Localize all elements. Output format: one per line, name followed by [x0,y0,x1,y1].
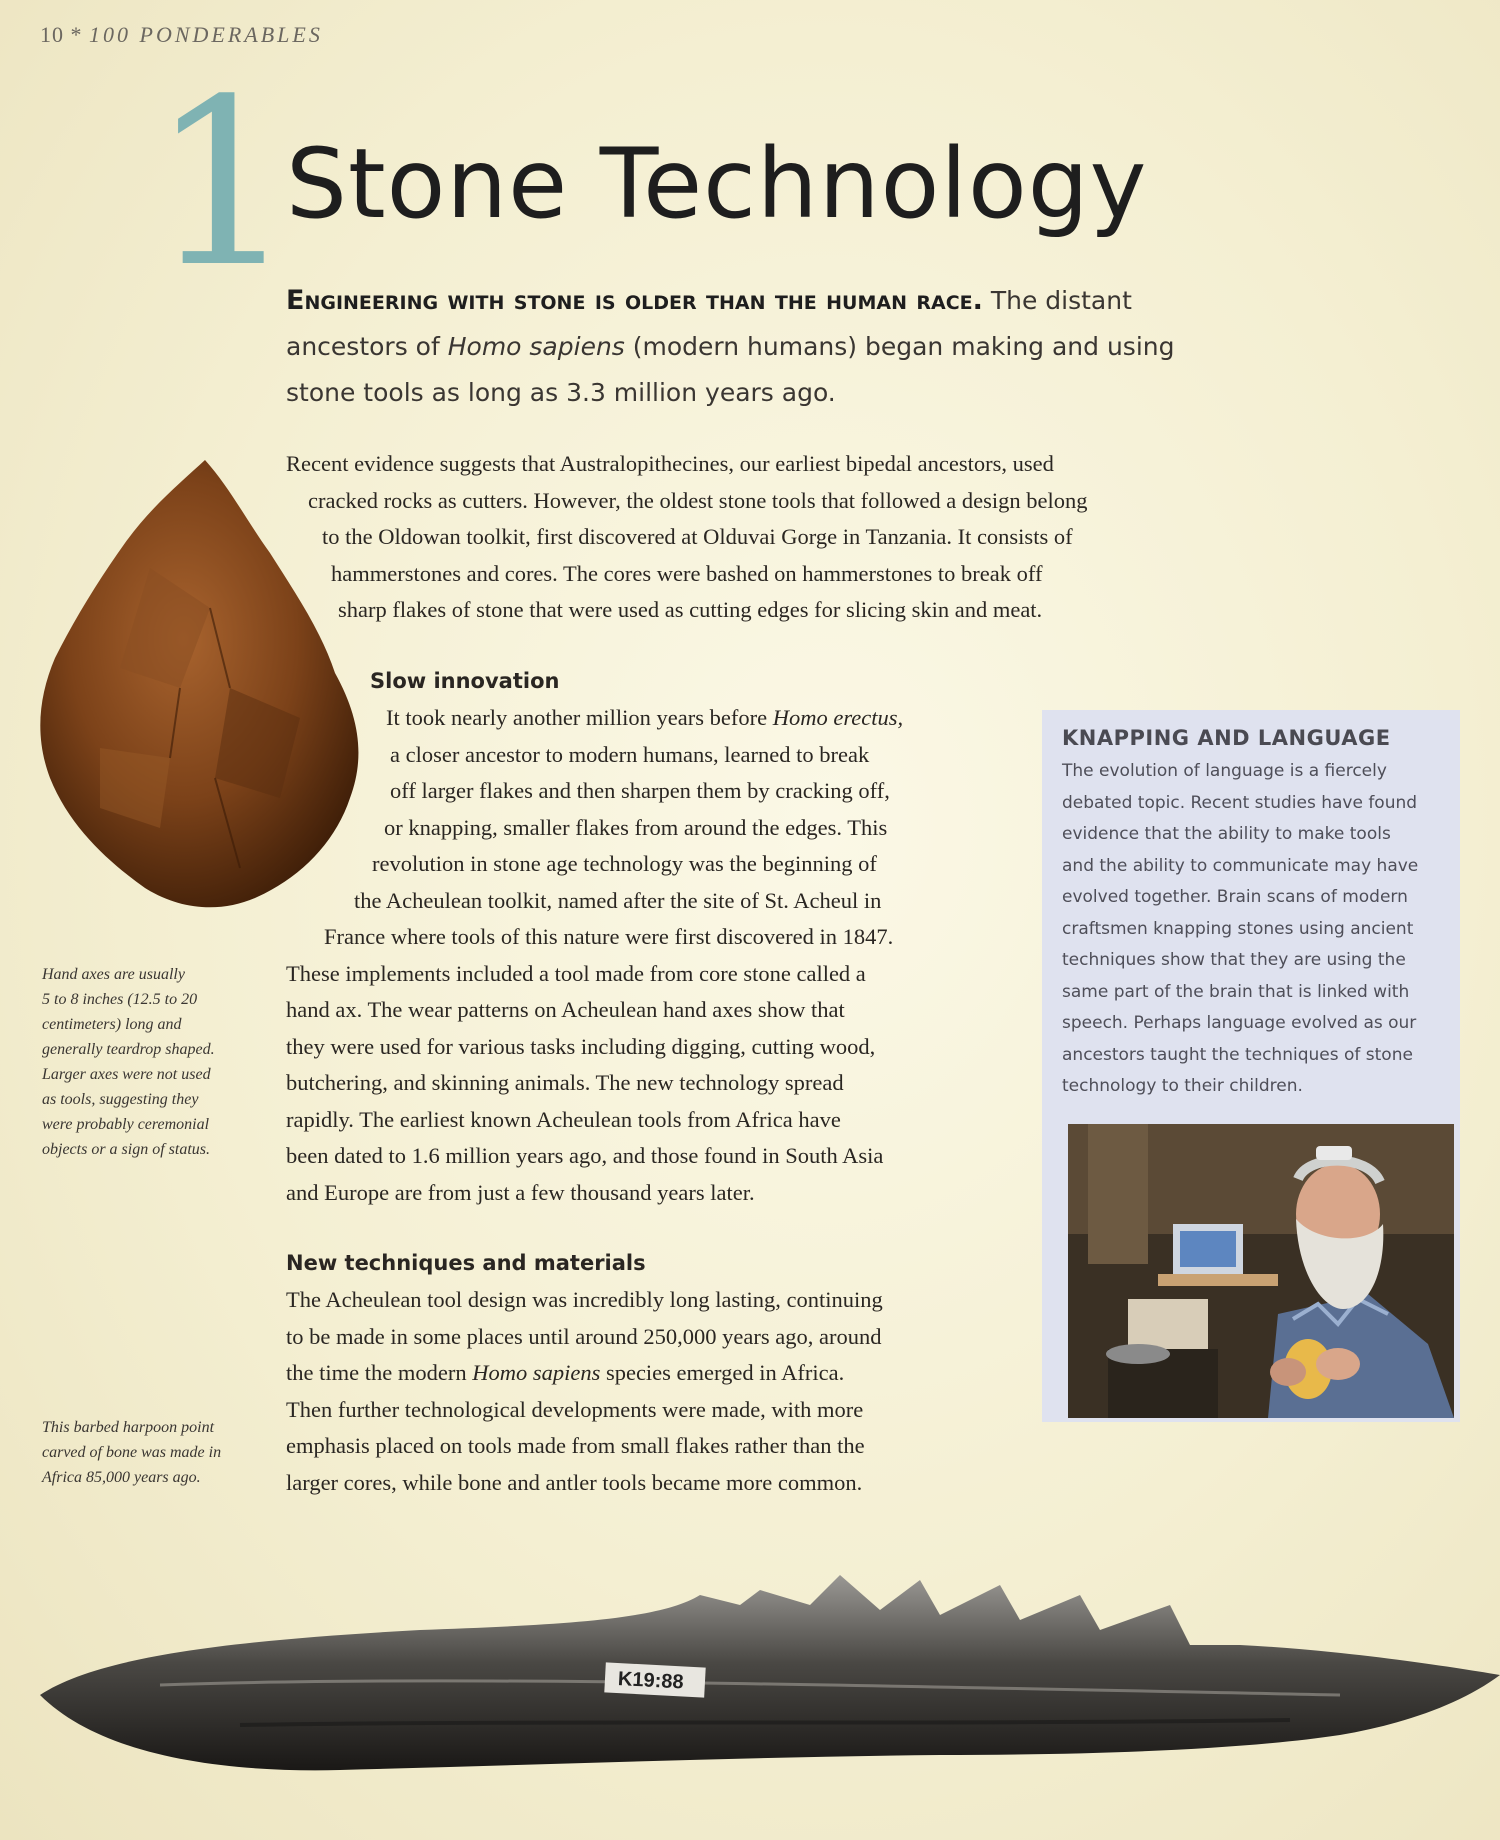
sidebar-line: evolved together. Brain scans of modern [1062,887,1408,907]
sidebar-line: same part of the brain that is linked with [1062,981,1410,1002]
italic-species: Homo erectus, [772,705,904,730]
caption-line: generally teardrop shaped. [42,1041,215,1058]
caption-line: Africa 85,000 years ago. [42,1469,201,1486]
sidebar-line: ancestors taught the techniques of stone [1062,1044,1413,1065]
paragraph-line: been dated to 1.6 million years ago, and those found in South Asia [286,1143,884,1168]
sidebar-line: techniques show that they are using the [1062,950,1406,970]
paragraph-line: larger cores, while bone and antler tools became more common. [286,1469,863,1495]
text-run: the time the modern [286,1360,473,1385]
section-heading-new-techniques: New techniques and materials [286,1251,646,1275]
caption-line: were probably ceremonial [42,1116,210,1133]
sidebar-line: technology to their children. [1062,1076,1303,1096]
caption-line: carved of bone was made in [42,1444,222,1461]
page-number: 10 [40,22,64,47]
paragraph-slow-innovation [286,700,903,1211]
intro-lead: Engineering with stone is older than the human race. [286,285,983,316]
paragraph-line: the Acheulean toolkit, named after the site of St. Acheul in [354,887,882,913]
separator: * [70,22,83,47]
paragraph-line: Recent evidence suggests that Australopithecines, our earliest bipedal ancestors, used [286,451,1054,476]
paragraph-line: a closer ancestor to modern humans, learned to break [390,741,870,767]
paragraph-new-techniques [286,1282,883,1501]
paragraph-line: they were used for various tasks including digging, cutting wood, [286,1033,876,1059]
paragraph-intro-evidence [286,446,1088,629]
sidebar-line: speech. Perhaps language evolved as our [1062,1013,1417,1033]
page-title: Stone Technology [286,128,1148,240]
paragraph-line: rapidly. The earliest known Acheulean tools from Africa have [286,1106,841,1132]
paragraph-line: or knapping, smaller flakes from around the edges. This [384,814,888,840]
paragraph-line: and Europe are from just a few thousand years later. [286,1179,755,1205]
intro-text-2: (modern humans) began making and using stone tools as long as 3.3 million years ago. [286,332,1175,407]
sidebar-line: and the ability to communicate may have [1062,855,1419,876]
caption-hand-axe [42,962,215,1162]
intro-text-1: The distant ancestors of [286,286,1132,361]
caption-line: 5 to 8 inches (12.5 to 20 [42,991,198,1008]
caption-line: Larger axes were not used [42,1066,211,1083]
caption-line: as tools, suggesting they [42,1091,199,1108]
chapter-number: 1 [150,51,297,318]
harpoon-image [40,1535,1500,1835]
caption-line: Hand axes are usually [42,966,185,983]
paragraph-line: off larger flakes and then sharpen them by cracking off, [390,778,890,803]
caption-harpoon [42,1415,221,1490]
caption-line: objects or a sign of status. [42,1141,211,1158]
paragraph-line [386,700,903,737]
sidebar-text [1062,756,1440,1103]
intro-italic: Homo sapiens [447,332,625,361]
book-title: 100 PONDERABLES [89,22,323,47]
paragraph-line: to be made in some places until around 250,000 years ago, around [286,1323,882,1349]
knapper-photo [1068,1124,1454,1418]
running-head [40,22,323,48]
intro-paragraph [286,278,1236,416]
sidebar-line: The evolution of language is a fiercely [1062,761,1387,781]
paragraph-line: cracked rocks as cutters. However, the oldest stone tools that followed a design belong [308,487,1088,513]
sidebar-line: evidence that the ability to make tools [1062,824,1391,844]
paragraph-line: hand ax. The wear patterns on Acheulean hand axes show that [286,997,845,1022]
italic-species: Homo sapiens [472,1360,601,1385]
paragraph-line: The Acheulean tool design was incredibly long lasting, continuing [286,1287,883,1312]
paragraph-line: emphasis placed on tools made from small flakes rather than the [286,1433,865,1458]
paragraph-line: to the Oldowan toolkit, first discovered at Olduvai Gorge in Tanzania. It consists of [322,524,1073,549]
text-run: species emerged in Africa. [600,1360,845,1385]
section-heading-slow-innovation: Slow innovation [370,669,560,693]
paragraph-line: hammerstones and cores. The cores were bashed on hammerstones to break off [331,560,1043,586]
paragraph-line: France where tools of this nature were first discovered in 1847. [324,924,894,949]
paragraph-line [286,1355,883,1392]
sidebar-line: craftsmen knapping stones using ancient [1062,918,1414,939]
paragraph-line: butchering, and skinning animals. The new technology spread [286,1070,844,1095]
harpoon-label-text: K19:88 [617,1668,685,1694]
paragraph-line: sharp flakes of stone that were used as cutting edges for slicing skin and meat. [338,597,1043,622]
sidebar-line: debated topic. Recent studies have found [1062,792,1418,813]
caption-line: centimeters) long and [42,1016,182,1033]
caption-line: This barbed harpoon point [42,1419,215,1436]
text-run: It took nearly another million years before [386,705,773,730]
sidebar-title: KNAPPING AND LANGUAGE [1062,726,1391,750]
paragraph-line: revolution in stone age technology was the beginning of [372,851,877,876]
paragraph-line: Then further technological developments were made, with more [286,1396,864,1422]
paragraph-line: These implements included a tool made from core stone called a [286,960,866,986]
